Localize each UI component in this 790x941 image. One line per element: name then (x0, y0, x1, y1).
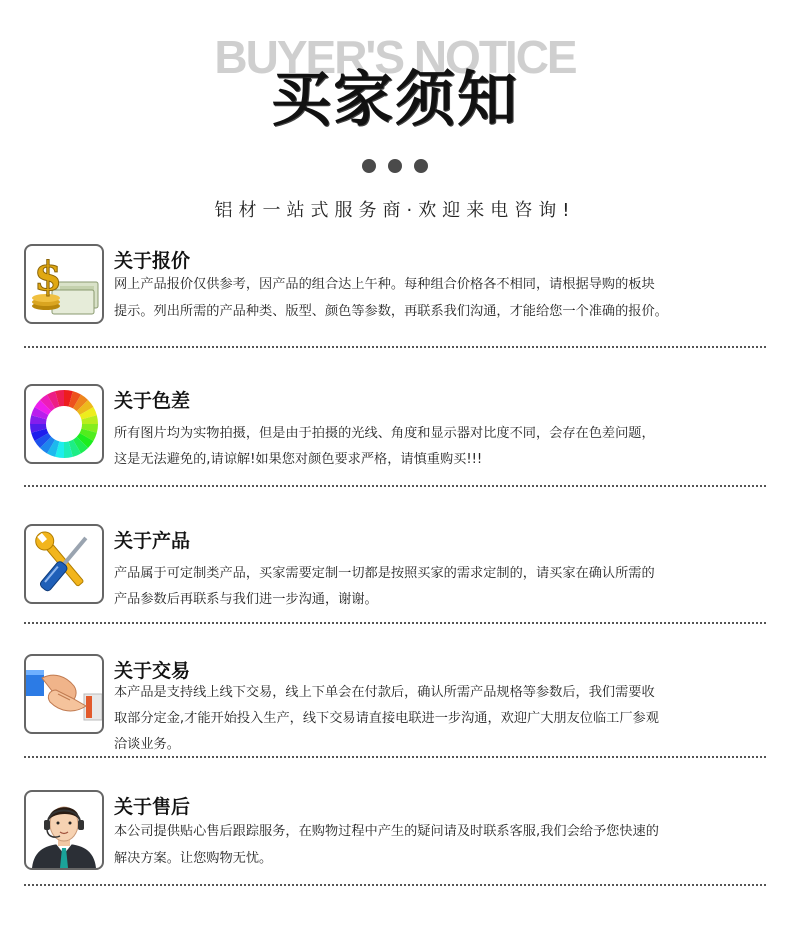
divider (24, 346, 766, 348)
background-title: BUYER'S NOTICE (214, 31, 576, 83)
customer-service-icon (24, 790, 104, 870)
header (0, 24, 790, 134)
svg-text:$: $ (34, 253, 62, 300)
section-text-line: 产品参数后再联系与我们进一步沟通，谢谢。 (114, 592, 378, 607)
color-wheel-icon (24, 384, 104, 464)
section-text-line: 本产品是支持线上线下交易，线上下单会在付款后，确认所需产品规格等参数后，我们需要收 (114, 685, 655, 700)
section-text-line: 所有图片均为实物拍摄，但是由于拍摄的光线、角度和显示器对比度不同，会存在色差问题， (114, 426, 655, 441)
tools-icon (24, 524, 104, 604)
money-icon (24, 244, 104, 324)
section-text-line: 取部分定金,才能开始投入生产，线下交易请直接电联进一步沟通，欢迎广大朋友位临工厂参观 (114, 711, 659, 726)
dot-separator (0, 158, 790, 177)
section-title: 关于售后 (114, 796, 191, 818)
divider (24, 485, 766, 487)
section-text-line: 产品属于可定制类产品，买家需要定制一切都是按照买家的需求定制的，请买家在确认所需的 (114, 566, 655, 581)
divider (24, 884, 766, 886)
section-text-line: 提示。列出所需的产品种类、版型、颜色等参数，再联系我们沟通，才能给您一个准确的报价。 (114, 304, 668, 319)
section-text-line: 本公司提供贴心售后跟踪服务，在购物过程中产生的疑问请及时联系客服,我们会给予您快速的 (114, 824, 659, 839)
divider (24, 756, 766, 758)
section-text-line: 这是无法避免的,请谅解!如果您对颜色要求严格，请慎重购买!!! (114, 452, 483, 467)
divider (24, 622, 766, 624)
handshake-icon (24, 654, 104, 734)
tagline: 铝材一站式服务商·欢迎来电咨询! (214, 200, 576, 221)
dot (388, 159, 402, 173)
section-text-line: 解决方案。让您购物无忧。 (114, 851, 273, 866)
dot (414, 159, 428, 173)
section-title: 关于报价 (114, 250, 191, 272)
section-title: 关于产品 (114, 530, 191, 552)
section-title: 关于交易 (114, 660, 191, 682)
section-text-line: 网上产品报价仅供参考，因产品的组合达上午种。每种组合价格各不相同，请根据导购的板块 (114, 277, 655, 292)
section-text-line: 洽谈业务。 (114, 737, 180, 752)
dot (362, 159, 376, 173)
page-title: 买家须知 (271, 65, 519, 135)
section-title: 关于色差 (114, 390, 191, 412)
